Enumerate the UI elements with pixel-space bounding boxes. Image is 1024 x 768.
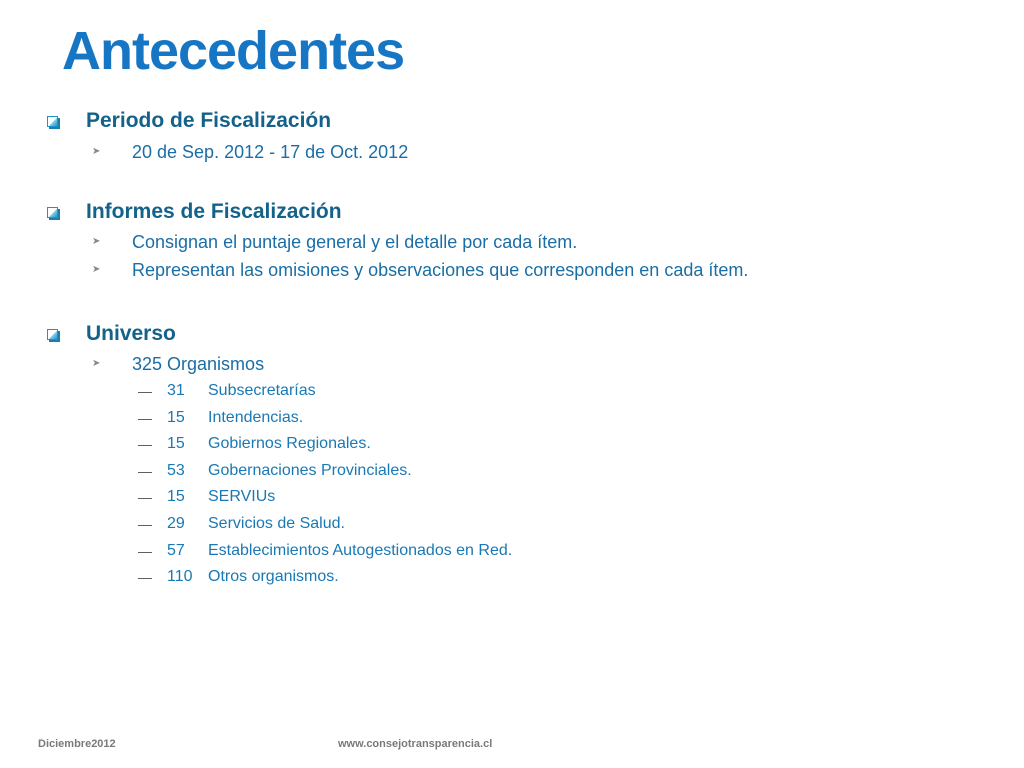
organism-item — [138, 567, 339, 587]
organism-count: 15 — [167, 409, 185, 426]
dash-bullet-icon: — — [138, 463, 152, 479]
arrow-bullet-icon: ➤ — [92, 264, 101, 275]
organism-count: 29 — [167, 515, 185, 532]
section-header-label: Periodo de Fiscalización — [86, 109, 332, 132]
section-header-informes — [44, 200, 342, 224]
organism-label: Gobernaciones Provinciales. — [208, 462, 412, 479]
organism-count: 57 — [167, 542, 185, 559]
organism-label: Subsecretarías — [208, 382, 316, 399]
organism-item — [138, 514, 345, 534]
list-item — [92, 259, 748, 281]
footer-url[interactable]: www.consejotransparencia.cl — [338, 738, 493, 750]
organism-count: 110 — [167, 568, 193, 585]
section-header-periodo — [44, 109, 331, 133]
dash-bullet-icon: — — [138, 489, 152, 505]
organism-item — [138, 408, 303, 428]
slide-title: Antecedentes — [62, 21, 405, 81]
dash-bullet-icon: — — [138, 516, 152, 532]
section-header-label: Informes de Fiscalización — [86, 200, 342, 223]
checkbox-bullet-icon — [47, 207, 58, 218]
checkbox-bullet-icon — [47, 116, 58, 127]
list-item-text: 325 Organismos — [132, 354, 265, 374]
organism-item — [138, 461, 412, 481]
organism-count: 53 — [167, 462, 185, 479]
organism-label: Establecimientos Autogestionados en Red. — [208, 542, 513, 559]
checkbox-bullet-icon — [47, 329, 58, 340]
list-item — [92, 141, 408, 163]
list-item — [92, 353, 264, 375]
section-header-label: Universo — [86, 322, 176, 345]
section-header-universo — [44, 322, 176, 346]
organism-count: 15 — [167, 435, 185, 452]
list-item-text: Representan las omisiones y observaciones que corresponden en cada ítem. — [132, 260, 749, 280]
organism-label: Gobiernos Regionales. — [208, 435, 371, 452]
dash-bullet-icon: — — [138, 569, 152, 585]
organism-label: Servicios de Salud. — [208, 515, 345, 532]
list-item-text: Consignan el puntaje general y el detalle por cada ítem. — [132, 232, 578, 252]
dash-bullet-icon: — — [138, 543, 152, 559]
organism-label: Otros organismos. — [208, 568, 339, 585]
dash-bullet-icon: — — [138, 383, 152, 399]
organism-count: 15 — [167, 488, 185, 505]
list-item — [92, 231, 577, 253]
arrow-bullet-icon: ➤ — [92, 146, 101, 157]
dash-bullet-icon: — — [138, 410, 152, 426]
organism-item — [138, 381, 316, 401]
organism-item — [138, 541, 512, 561]
list-item-text: 20 de Sep. 2012 - 17 de Oct. 2012 — [132, 142, 409, 162]
organism-item — [138, 487, 275, 507]
organism-item — [138, 434, 371, 454]
organism-count: 31 — [167, 382, 185, 399]
dash-bullet-icon: — — [138, 436, 152, 452]
organism-label: SERVIUs — [208, 488, 276, 505]
footer-date: Diciembre2012 — [38, 738, 116, 750]
organism-label: Intendencias. — [208, 409, 304, 426]
arrow-bullet-icon: ➤ — [92, 236, 101, 247]
arrow-bullet-icon: ➤ — [92, 358, 101, 369]
